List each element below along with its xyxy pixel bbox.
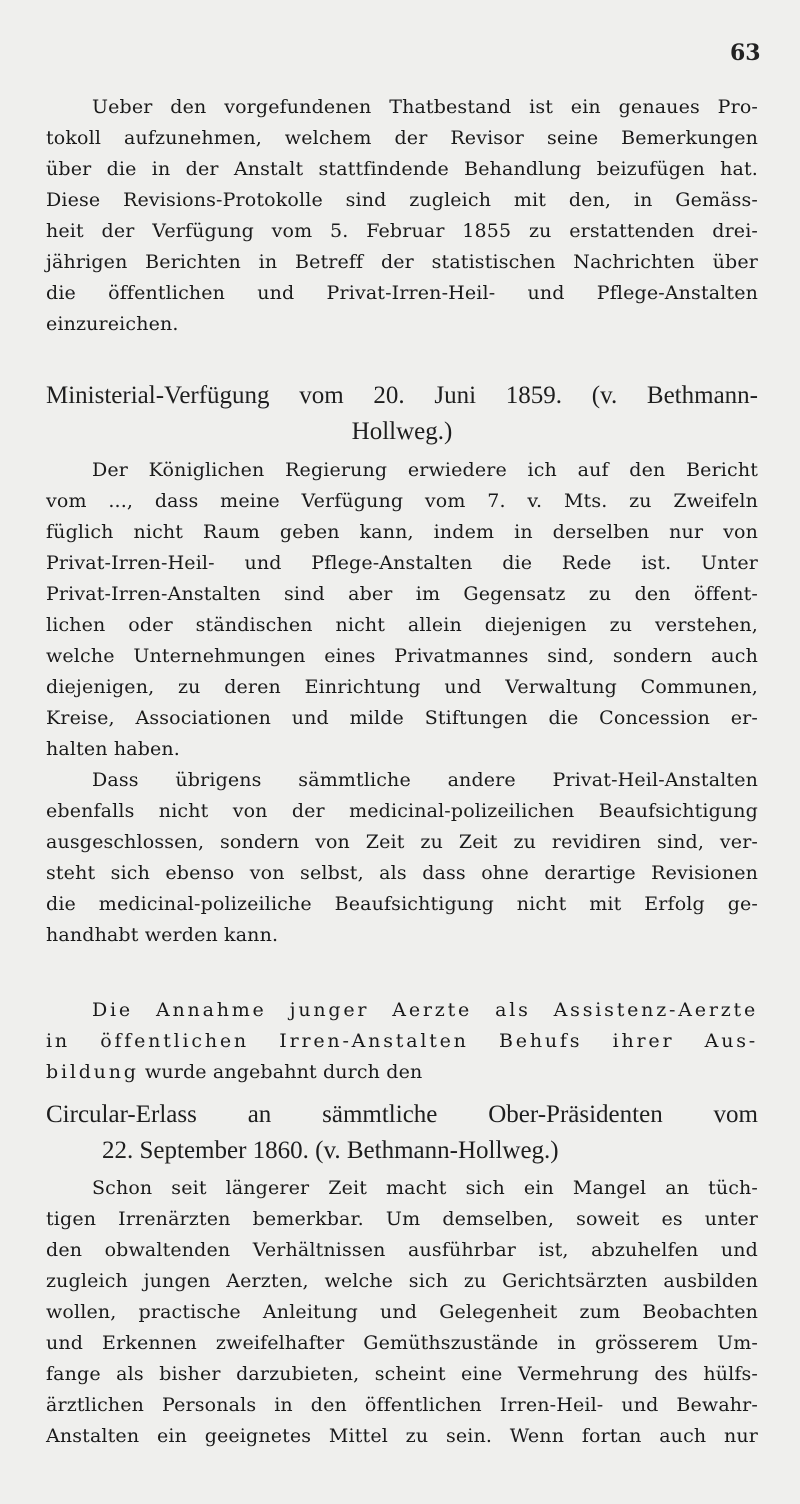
text-line: Anstalten ein geeignetes Mittel zu sein. Wenn fortan auch nur — [46, 1425, 758, 1447]
text-line — [46, 1057, 758, 1088]
text-line: den obwaltenden Verhältnissen ausführbar ist, abzuhelfen und — [46, 1239, 758, 1261]
section-heading-circular-decree — [46, 1097, 758, 1169]
text-line: Schon seit längerer Zeit macht sich ein Mangel an tüch- — [92, 1177, 758, 1199]
text-line: einzureichen. — [46, 313, 179, 335]
paragraph-shortage-of-psychiatrists — [46, 1173, 758, 1452]
text-line: handhabt werden kann. — [46, 924, 279, 946]
text-line: Kreise, Associationen und milde Stiftungen die Concession er- — [46, 707, 758, 729]
section-heading-ministerial-decree — [46, 378, 758, 450]
paragraph-government-reply — [46, 455, 758, 951]
heading-name: (v. Bethmann-Hollweg.) — [315, 1137, 559, 1164]
text-line: Ueber den vorgefundenen Thatbestand ist ein genaues Pro- — [92, 96, 758, 118]
text-line: tokoll aufzunehmen, welchem der Revisor seine Bemerkungen — [46, 127, 758, 149]
paragraph-revision-protocol — [46, 92, 758, 340]
text-line: die öffentlichen und Privat-Irren-Heil- und Pflege-Anstalten — [46, 282, 758, 304]
text-line: ausgeschlossen, sondern von Zeit zu Zeit zu revidiren sind, ver- — [46, 831, 758, 853]
text-line: vom ..., dass meine Verfügung vom 7. v. Mts. zu Zweifeln — [46, 490, 758, 512]
text-line: Privat-Irren-Heil- und Pflege-Anstalten die Rede ist. Unter — [46, 552, 758, 574]
heading-line: Circular-Erlass an sämmtliche Ober-Präsidenten vom — [46, 1101, 758, 1128]
text-line: und Erkennen zweifelhafter Gemüthszustände in grösserem Um- — [46, 1332, 758, 1354]
text-line: tigen Irrenärzten bemerkbar. Um demselben, soweit es unter — [46, 1208, 758, 1230]
text-line: Die Annahme junger Aerzte als Assistenz-Aerzte — [92, 999, 758, 1021]
heading-line — [46, 1133, 758, 1169]
text-line: fange als bisher darzubieten, scheint eine Vermehrung des hülfs- — [46, 1363, 758, 1385]
text-line: steht sich ebenso von selbst, als dass ohne derartige Revisionen — [46, 862, 758, 884]
text-line: halten haben. — [46, 738, 180, 760]
text-line: wollen, practische Anleitung und Gelegenheit zum Beobachten — [46, 1301, 758, 1323]
text-line: Diese Revisions-Protokolle sind zugleich mit den, in Gemäss- — [46, 189, 758, 211]
text-line: die medicinal-polizeiliche Beaufsichtigung nicht mit Erfolg ge- — [46, 893, 758, 915]
text-line: füglich nicht Raum geben kann, indem in derselben nur von — [46, 521, 758, 543]
text-line: lichen oder ständischen nicht allein diejenigen zu verstehen, — [46, 614, 758, 636]
text-line: welche Unternehmungen eines Privatmannes sind, sondern auch — [46, 645, 758, 667]
line-rest: wurde angebahnt durch den — [144, 1061, 423, 1083]
heading-line: Hollweg.) — [351, 418, 453, 445]
text-line: über die in der Anstalt stattfindende Behandlung beizufügen hat. — [46, 158, 758, 180]
page-number: 63 — [730, 40, 761, 66]
text-line: diejenigen, zu deren Einrichtung und Verwaltung Communen, — [46, 676, 758, 698]
heading-date: 22. September 1860. — [102, 1137, 309, 1164]
text-line: ebenfalls nicht von der medicinal-polizeilichen Beaufsichtigung — [46, 800, 758, 822]
text-line: Der Königlichen Regierung erwiedere ich auf den Bericht — [92, 459, 758, 481]
text-line: Privat-Irren-Anstalten sind aber im Gegensatz zu den öffent- — [46, 583, 758, 605]
text-line: zugleich jungen Aerzten, welche sich zu Gerichtsärzten ausbilden — [46, 1270, 758, 1292]
paragraph-assistant-doctors-intro — [46, 995, 758, 1088]
spaced-word: bildung — [46, 1061, 139, 1083]
text-line: ärztlichen Personals in den öffentlichen Irren-Heil- und Bewahr- — [46, 1394, 758, 1416]
text-line: Dass übrigens sämmtliche andere Privat-Heil-Anstalten — [92, 769, 758, 791]
text-line: jährigen Berichten in Betreff der statistischen Nachrichten über — [46, 251, 758, 273]
text-line: heit der Verfügung vom 5. Februar 1855 zu erstattenden drei- — [46, 220, 758, 242]
heading-line: Ministerial-Verfügung vom 20. Juni 1859. (v. Bethmann- — [46, 382, 758, 409]
text-line: in öffentlichen Irren-Anstalten Behufs ihrer Aus- — [46, 1030, 758, 1052]
